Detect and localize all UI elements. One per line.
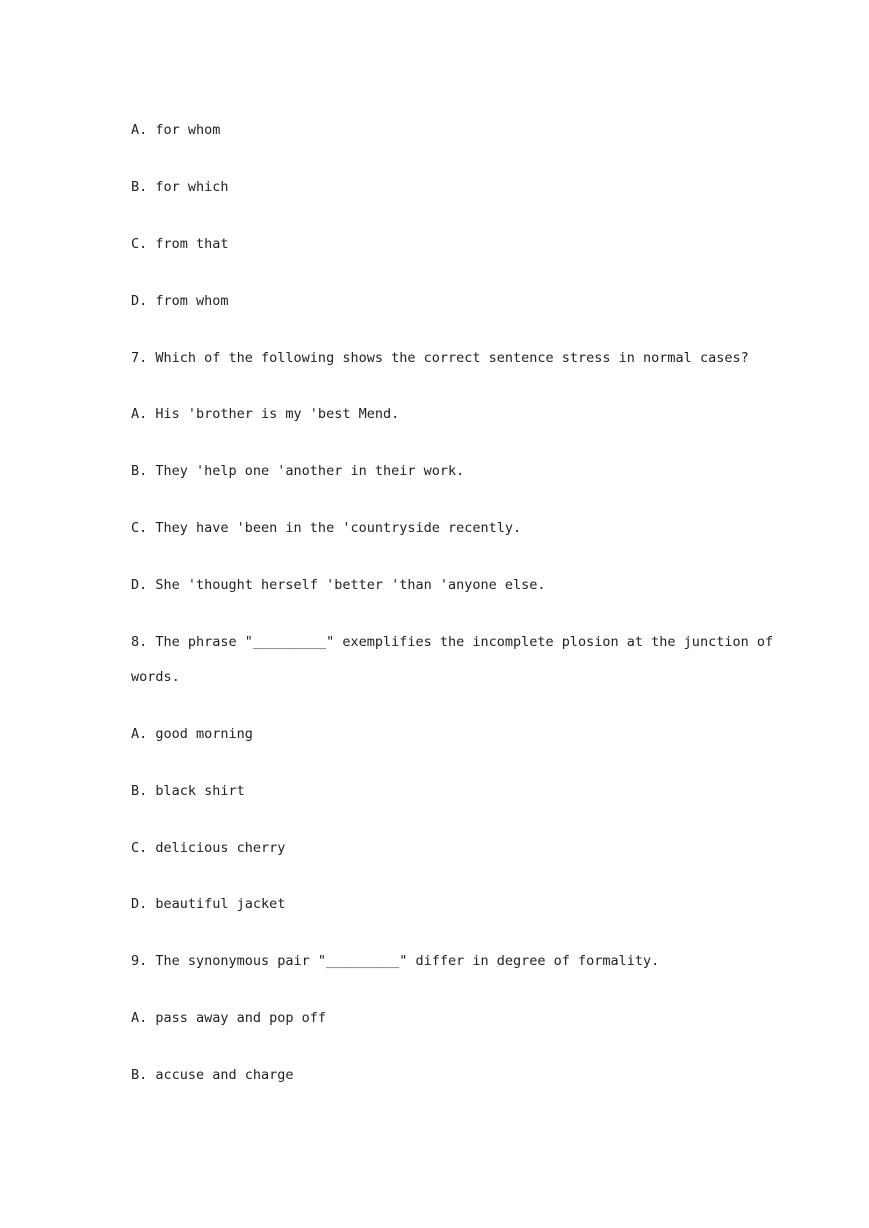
option-c-q8: C. delicious cherry <box>131 840 286 856</box>
option-d-q8: D. beautiful jacket <box>131 896 286 912</box>
option-b-q9: B. accuse and charge <box>131 1067 294 1083</box>
option-a-q8: A. good morning <box>131 726 253 742</box>
option-b-q8: B. black shirt <box>131 783 245 799</box>
option-a-q9: A. pass away and pop off <box>131 1010 327 1026</box>
question-8-continued: words. <box>131 669 180 685</box>
option-d-q7: D. She 'thought herself 'better 'than 'anyone else. <box>131 577 546 593</box>
question-9: 9. The synonymous pair "_________" differ in degree of formality. <box>131 953 660 969</box>
option-c-q7: C. They have 'been in the 'countryside recently. <box>131 520 522 536</box>
option-c-q6: C. from that <box>131 236 229 252</box>
option-b-q6: B. for which <box>131 179 229 195</box>
option-d-q6: D. from whom <box>131 293 229 309</box>
option-a-q7: A. His 'brother is my 'best Mend. <box>131 406 400 422</box>
question-7: 7. Which of the following shows the correct sentence stress in normal cases? <box>131 350 749 366</box>
option-b-q7: B. They 'help one 'another in their work. <box>131 463 465 479</box>
question-8: 8. The phrase "_________" exemplifies the incomplete plosion at the junction of <box>131 634 774 650</box>
option-a-q6: A. for whom <box>131 122 221 138</box>
